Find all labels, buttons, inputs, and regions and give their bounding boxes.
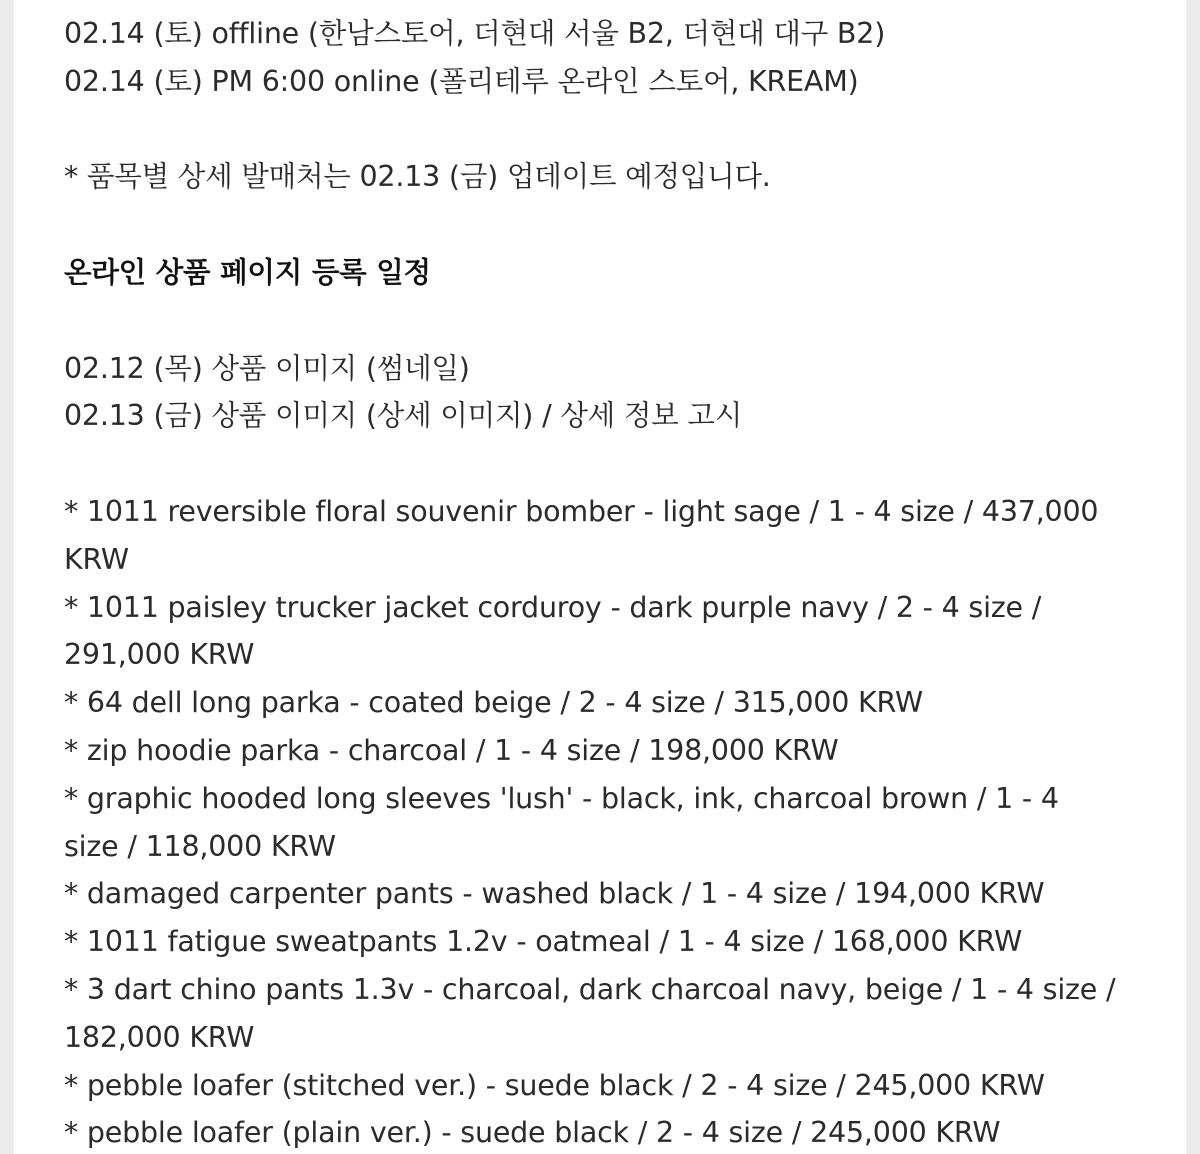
spacer xyxy=(64,201,1164,249)
document-body xyxy=(64,10,1164,1154)
product-line: * graphic hooded long sleeves 'lush' - black, ink, charcoal brown / 1 - 4 xyxy=(64,781,1059,815)
product-line: * 1011 fatigue sweatpants 1.2v - oatmeal / 1 - 4 size / 168,000 KRW xyxy=(64,925,1023,959)
registration-item: 02.12 (목) 상품 이미지 (썸네일) xyxy=(64,351,470,385)
product-line: * 1011 reversible floral souvenir bomber - light sage / 1 - 4 size / 437,000 xyxy=(64,494,1099,528)
product-line: size / 118,000 KRW xyxy=(64,829,336,863)
product-line: * pebble loafer (stitched ver.) - suede black / 2 - 4 size / 245,000 KRW xyxy=(64,1068,1045,1102)
spacer xyxy=(64,106,1164,154)
spacer xyxy=(64,297,1164,345)
schedule-note: * 품목별 상세 발매처는 02.13 (금) 업데이트 예정입니다. xyxy=(64,160,771,194)
registration-heading: 온라인 상품 페이지 등록 일정 xyxy=(64,255,431,289)
product-line: * damaged carpenter pants - washed black / 1 - 4 size / 194,000 KRW xyxy=(64,877,1045,911)
product-line: 291,000 KRW xyxy=(64,638,255,672)
schedule-online: 02.14 (토) PM 6:00 online (폴리테루 온라인 스토어, KREAM) xyxy=(64,64,859,98)
product-line: * pebble loafer (plain ver.) - suede black / 2 - 4 size / 245,000 KRW xyxy=(64,1116,1001,1150)
product-line: * 64 dell long parka - coated beige / 2 - 4 size / 315,000 KRW xyxy=(64,686,923,720)
product-line: * zip hoodie parka - charcoal / 1 - 4 size / 198,000 KRW xyxy=(64,733,839,767)
product-line: * 3 dart chino pants 1.3v - charcoal, dark charcoal navy, beige / 1 - 4 size / xyxy=(64,972,1116,1006)
document-page xyxy=(14,0,1186,1154)
spacer xyxy=(64,440,1164,488)
product-line: 182,000 KRW xyxy=(64,1020,255,1054)
product-line: KRW xyxy=(64,542,129,576)
product-line: * 1011 paisley trucker jacket corduroy - dark purple navy / 2 - 4 size / xyxy=(64,590,1042,624)
schedule-offline: 02.14 (토) offline (한남스토어, 더현대 서울 B2, 더현대 대구 B2) xyxy=(64,17,886,50)
registration-item: 02.13 (금) 상품 이미지 (상세 이미지) / 상세 정보 고시 xyxy=(64,399,743,433)
